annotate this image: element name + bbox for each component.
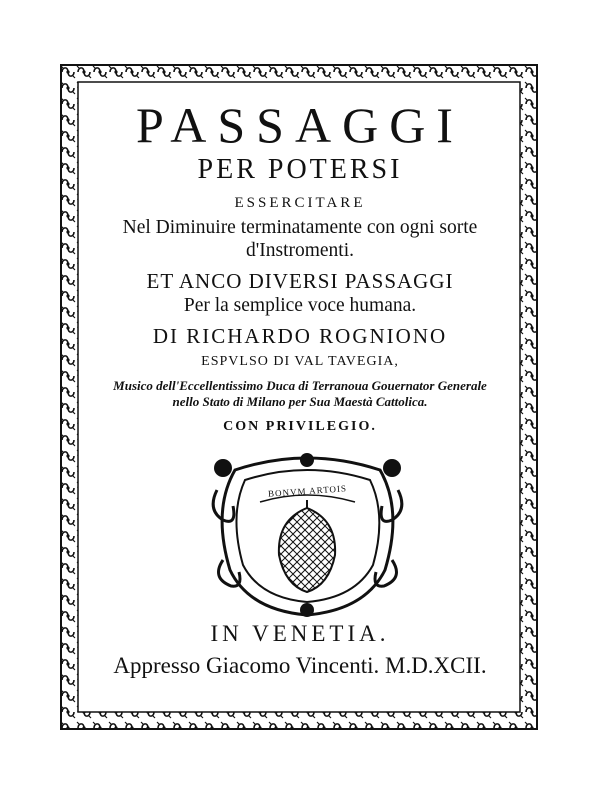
title-per-potersi: PER POTERSI [197,154,403,185]
place-of-publication: IN VENETIA. [210,621,390,646]
author-name: DI RICHARDO ROGNIONO [152,324,448,348]
printers-emblem [205,450,410,620]
musico-line-1: Musico dell'Eccellentissimo Duca di Terranoua Gouernator Generale [113,378,487,393]
line-et-anco: ET ANCO DIVERSI PASSAGGI [146,269,454,293]
emblem-motto: BONVM ARTOIS [267,483,348,499]
line-instromenti: d'Instromenti. [245,240,355,261]
author-origin: ESPVLSO DI VAL TAVEGIA, [201,354,399,369]
imprint [84,620,516,680]
publisher-and-date: Appresso Giacomo Vincenti. M.D.XCII. [113,653,487,678]
musico-line-2: nello Stato di Milano per Sua Maestà Cattolica. [172,394,428,409]
title-essercitare: ESSERCITARE [234,195,366,211]
line-voce-humana: Per la semplice voce humana. [183,295,417,316]
title-passaggi: PASSAGGI [136,97,464,153]
title-page-text [84,90,516,435]
line-diminuire: Nel Diminuire terminatamente con ogni sorte [122,217,478,238]
privilege-notice: CON PRIVILEGIO. [223,419,377,434]
